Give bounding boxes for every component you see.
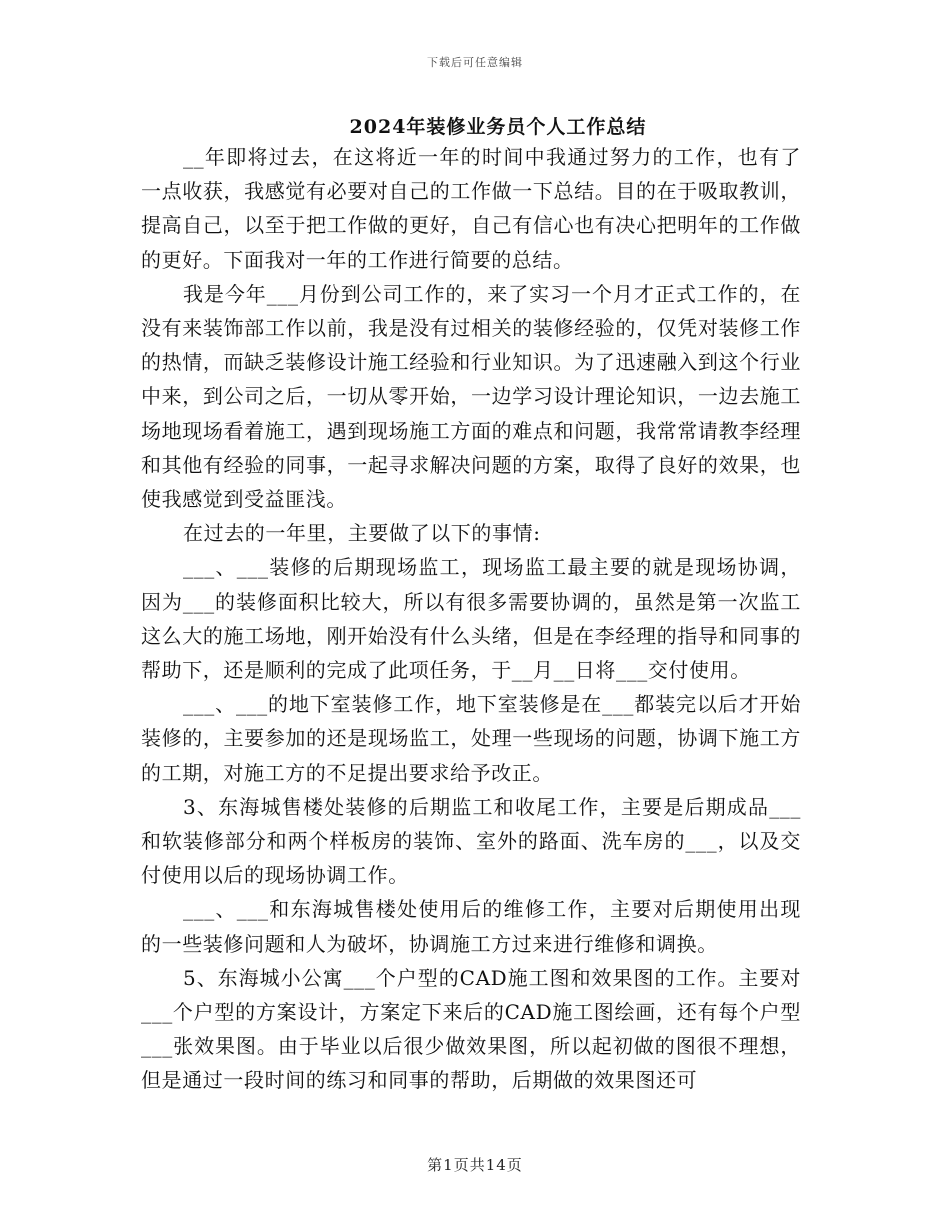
paragraph-item-1: ___、___装修的后期现场监工，现场监工最主要的就是现场协调，因为___的装修面积比较大，所以有很多需要协调的，虽然是第一次监工这么大的施工场地，刚开始没有什么头绪，但是在李经理的指导和同事的帮助下，还是顺利的完成了此项任务，于__月__日将___交付使用。 bbox=[141, 555, 801, 683]
header-note: 下载后可任意编辑 bbox=[427, 56, 523, 69]
page-number: 第1页共14页 bbox=[427, 1156, 523, 1174]
paragraph-summary-lead: 在过去的一年里，主要做了以下的事情: bbox=[183, 521, 541, 546]
document-title: 2024年装修业务员个人工作总结 bbox=[349, 116, 647, 138]
paragraph-item-5: 5、东海城小公寓___个户型的CAD施工图和效果图的工作。主要对___个户型的方案设计，方案定下来后的CAD施工图绘画，还有每个户型___张效果图。由于毕业以后很少做效果图，所以起初做的图很不理想，但是通过一段时间的练习和同事的帮助，后期做的效果图还可 bbox=[141, 965, 801, 1093]
paragraph-item-4: ___、___和东海城售楼处使用后的维修工作，主要对后期使用出现的一些装修问题和人为破坏，协调施工方过来进行维修和调换。 bbox=[141, 897, 801, 956]
document-body bbox=[141, 140, 801, 1098]
paragraph-item-3: 3、东海城售楼处装修的后期监工和收尾工作，主要是后期成品___和软装修部分和两个样板房的装饰、室外的路面、洗车房的___，以及交付使用以后的现场协调工作。 bbox=[141, 794, 801, 888]
paragraph-intro: __年即将过去，在这将近一年的时间中我通过努力的工作，也有了一点收获，我感觉有必要对自己的工作做一下总结。目的在于吸取教训，提高自己，以至于把工作做的更好，自己有信心也有决心把明年的工作做的更好。下面我对一年的工作进行简要的总结。 bbox=[141, 145, 801, 272]
paragraph-item-2: ___、___的地下室装修工作，地下室装修是在___都装完以后才开始装修的，主要参加的还是现场监工，处理一些现场的问题，协调下施工方的工期，对施工方的不足提出要求给予改正。 bbox=[141, 692, 801, 785]
paragraph-background: 我是今年___月份到公司工作的，来了实习一个月才正式工作的，在没有来装饰部工作以前，我是没有过相关的装修经验的，仅凭对装修工作的热情，而缺乏装修设计施工经验和行业知识。为了迅速融入到这个行业中来，到公司之后，一切从零开始，一边学习设计理论知识，一边去施工场地现场看着施工，遇到现场施工方面的难点和问题，我常常请教李经理和其他有经验的同事，一起寻求解决问题的方案，取得了良好的效果，也使我感觉到受益匪浅。 bbox=[141, 281, 801, 512]
